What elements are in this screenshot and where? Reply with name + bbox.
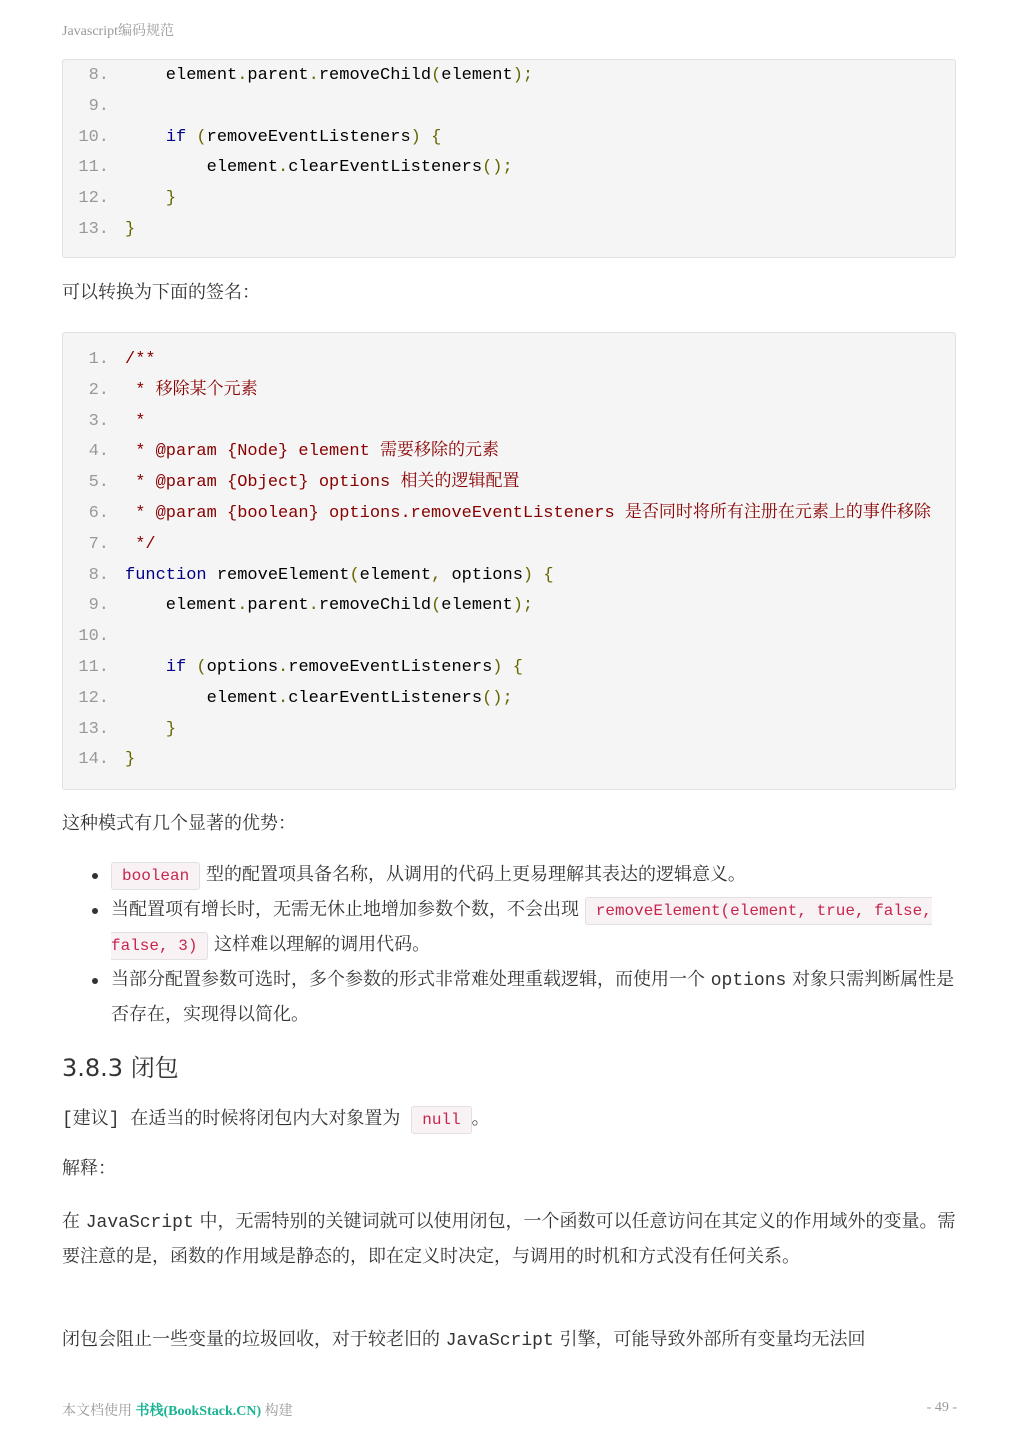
code-line bbox=[63, 715, 955, 746]
inline-code-plain: JavaScript bbox=[445, 1331, 554, 1351]
paragraph-text: 中，无需特别的关键词就可以使用闭包，一个函数可以任意访问在其定义的作用域外的变量。需要注意的是，函数的作用域是静态的，即在定义时决定，与调用的时机和方式没有任何关系。 bbox=[62, 1211, 956, 1267]
page-number: - 49 - bbox=[926, 1400, 957, 1415]
suggestion bbox=[62, 1102, 956, 1137]
line-number: 2. bbox=[88, 380, 109, 400]
line-number: 10. bbox=[78, 127, 109, 147]
code-line bbox=[63, 92, 955, 123]
code-line bbox=[63, 153, 955, 184]
line-number: 7. bbox=[88, 534, 109, 554]
paragraph-text: 闭包会阻止一些变量的垃圾回收，对于较老旧的 bbox=[62, 1329, 446, 1350]
code-line bbox=[63, 530, 955, 561]
code-text: * 移除某个元素 bbox=[125, 380, 258, 400]
paragraph-text: 引擎，可能导致外部所有变量均无法回 bbox=[553, 1329, 866, 1350]
line-number: 11. bbox=[78, 158, 109, 178]
code-text: } bbox=[125, 219, 136, 239]
line-number: 4. bbox=[88, 442, 109, 462]
code-line bbox=[63, 561, 955, 592]
code-line bbox=[63, 345, 955, 376]
paragraph-text: 在 bbox=[62, 1211, 86, 1232]
list-item-text: 这样难以理解的调用代码。 bbox=[208, 934, 431, 955]
code-line bbox=[63, 184, 955, 215]
list-item-text: 当部分配置参数可选时，多个参数的形式非常难处理重载逻辑，而使用一个 bbox=[111, 969, 711, 990]
line-number: 9. bbox=[88, 596, 109, 616]
line-number: 10. bbox=[78, 627, 109, 647]
inline-code: removeElement(element, true, false, false, 3) bbox=[111, 897, 932, 960]
footer-brand-link[interactable]: 书栈(BookStack.CN) bbox=[135, 1404, 262, 1419]
list-item-text: 当配置项有增长时，无需无休止地增加参数个数，不会出现 bbox=[111, 899, 585, 920]
paragraph bbox=[62, 1205, 956, 1273]
code-text: } bbox=[125, 750, 136, 770]
inline-code: boolean bbox=[111, 862, 200, 890]
code-line bbox=[63, 215, 955, 246]
code-line bbox=[63, 653, 955, 684]
line-number: 6. bbox=[88, 503, 109, 523]
line-number: 9. bbox=[88, 96, 109, 116]
paragraph: 这种模式有几个显著的优势： bbox=[62, 813, 296, 834]
code-text: element.clearEventListeners(); bbox=[125, 688, 513, 708]
paragraph bbox=[62, 1323, 956, 1358]
line-number: 12. bbox=[78, 688, 109, 708]
advantage-list bbox=[62, 858, 956, 1031]
running-header: Javascript编码规范 bbox=[62, 24, 174, 39]
footer-credit bbox=[62, 1400, 293, 1420]
footer-text: 构建 bbox=[261, 1404, 293, 1419]
code-text: if (options.removeEventListeners) { bbox=[165, 657, 523, 677]
code-line bbox=[63, 684, 955, 715]
code-text: * @param {Object} options 相关的逻辑配置 bbox=[125, 473, 520, 493]
line-number: 11. bbox=[78, 657, 109, 677]
line-number: 1. bbox=[88, 350, 109, 369]
inline-code: null bbox=[411, 1106, 471, 1134]
code-text: } bbox=[165, 719, 177, 739]
footer-text: 本文档使用 bbox=[62, 1404, 136, 1419]
line-number: 3. bbox=[88, 411, 109, 431]
code-text: element.parent.removeChild(element); bbox=[125, 66, 534, 85]
line-number: 13. bbox=[78, 219, 109, 239]
code-line bbox=[63, 123, 955, 154]
code-line bbox=[63, 499, 955, 530]
explain-label: 解释： bbox=[62, 1158, 116, 1179]
code-text: function removeElement(element, options) { bbox=[125, 565, 554, 585]
list-item bbox=[62, 963, 956, 1031]
code-line bbox=[63, 61, 955, 92]
code-block bbox=[62, 332, 956, 790]
code-line bbox=[63, 407, 955, 438]
inline-code-plain: JavaScript bbox=[85, 1213, 194, 1233]
code-line bbox=[63, 745, 955, 776]
paragraph: 可以转换为下面的签名： bbox=[62, 282, 260, 303]
code-line bbox=[63, 591, 955, 622]
code-text: */ bbox=[125, 534, 156, 554]
line-number: 5. bbox=[88, 473, 109, 493]
code-text: * @param {boolean} options.removeEventListeners 是否同时将所有注册在元素上的事件移除 bbox=[125, 503, 931, 523]
code-text: element.parent.removeChild(element); bbox=[125, 596, 534, 616]
line-number: 12. bbox=[78, 189, 109, 209]
list-item bbox=[62, 893, 956, 963]
code-text: /** bbox=[125, 350, 156, 369]
list-item-text: 对象只需判断属性是否存在，实现得以简化。 bbox=[111, 969, 955, 1025]
code-text: * @param {Node} element 需要移除的元素 bbox=[125, 442, 500, 462]
inline-code-plain: options bbox=[710, 971, 787, 991]
code-text: element.clearEventListeners(); bbox=[125, 158, 513, 178]
line-number: 8. bbox=[88, 66, 109, 85]
code-line bbox=[63, 468, 955, 499]
code-text: * bbox=[125, 411, 146, 431]
list-item-text: 型的配置项具备名称，从调用的代码上更易理解其表达的逻辑意义。 bbox=[200, 864, 746, 885]
suggestion-text: 。 bbox=[471, 1108, 490, 1129]
code-block bbox=[62, 59, 956, 258]
code-text: } bbox=[165, 189, 177, 209]
line-number: 14. bbox=[78, 750, 109, 770]
list-item bbox=[62, 858, 956, 893]
section-heading: 3.8.3 闭包 bbox=[62, 1054, 179, 1082]
line-number: 13. bbox=[78, 719, 109, 739]
suggestion-text: [建议] 在适当的时候将闭包内大对象置为 bbox=[62, 1110, 412, 1130]
code-line bbox=[63, 622, 955, 653]
code-text: if (removeEventListeners) { bbox=[165, 127, 442, 147]
code-line bbox=[63, 376, 955, 407]
code-line bbox=[63, 437, 955, 468]
line-number: 8. bbox=[88, 565, 109, 585]
